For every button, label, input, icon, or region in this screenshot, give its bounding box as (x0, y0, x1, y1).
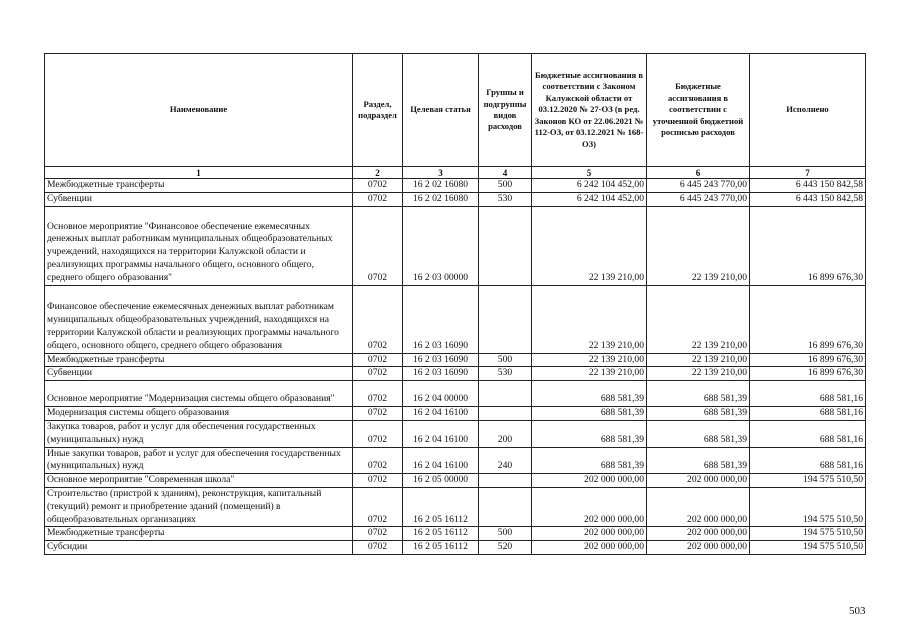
row-executed-amount: 194 575 510,50 (750, 541, 866, 555)
row-target: 16 2 03 16090 (403, 353, 479, 367)
row-target: 16 2 03 16090 (403, 285, 479, 353)
row-section: 0702 (353, 527, 403, 541)
row-executed-amount: 194 575 510,50 (750, 474, 866, 488)
row-executed-amount: 688 581,16 (750, 381, 866, 407)
row-executed-amount: 6 443 150 842,58 (750, 192, 866, 206)
table-row (45, 474, 866, 488)
row-target: 16 2 05 00000 (403, 474, 479, 488)
table-row (45, 206, 866, 285)
column-number: 7 (750, 167, 866, 179)
row-executed-amount: 16 899 676,30 (750, 367, 866, 381)
row-executed-amount: 688 581,16 (750, 407, 866, 421)
header-list-allocations: Бюджетные ассигнования в соответствии с уточненной бюджетной росписью расходов (647, 54, 750, 167)
row-law-amount: 22 139 210,00 (532, 353, 647, 367)
column-number-row (45, 167, 866, 179)
row-list-amount: 6 445 243 770,00 (647, 192, 750, 206)
row-executed-amount: 16 899 676,30 (750, 206, 866, 285)
row-list-amount: 22 139 210,00 (647, 206, 750, 285)
column-number: 2 (353, 167, 403, 179)
row-group: 500 (479, 527, 532, 541)
row-list-amount: 202 000 000,00 (647, 541, 750, 555)
header-section: Раздел, подраздел (353, 54, 403, 167)
row-name: Межбюджетные трансферты (45, 527, 353, 541)
row-target: 16 2 05 16112 (403, 527, 479, 541)
row-group: 530 (479, 192, 532, 206)
row-section: 0702 (353, 447, 403, 474)
row-group: 500 (479, 179, 532, 193)
row-list-amount: 22 139 210,00 (647, 353, 750, 367)
row-group: 520 (479, 541, 532, 555)
row-section: 0702 (353, 353, 403, 367)
row-target: 16 2 05 16112 (403, 541, 479, 555)
row-law-amount: 202 000 000,00 (532, 541, 647, 555)
row-name: Основное мероприятие "Финансовое обеспечение ежемесячных денежных выплат работникам муниципальных общеобразовательных учреждений, находящихся на территории Калужской области и реализующих программы начального общего, основного общего, среднего общего образования" (45, 206, 353, 285)
row-executed-amount: 194 575 510,50 (750, 487, 866, 526)
row-target: 16 2 04 16100 (403, 407, 479, 421)
table-row (45, 179, 866, 193)
row-target: 16 2 02 16080 (403, 179, 479, 193)
column-number: 6 (647, 167, 750, 179)
header-groups: Группы и подгруппы видов расходов (479, 54, 532, 167)
row-list-amount: 22 139 210,00 (647, 285, 750, 353)
row-target: 16 2 04 16100 (403, 447, 479, 474)
row-name: Модернизация системы общего образования (45, 407, 353, 421)
row-name: Иные закупки товаров, работ и услуг для обеспечения государственных (муниципальных) нужд (45, 447, 353, 474)
row-section: 0702 (353, 367, 403, 381)
row-list-amount: 202 000 000,00 (647, 487, 750, 526)
row-executed-amount: 16 899 676,30 (750, 353, 866, 367)
column-number: 3 (403, 167, 479, 179)
row-group (479, 381, 532, 407)
row-target: 16 2 02 16080 (403, 192, 479, 206)
row-target: 16 2 04 16100 (403, 420, 479, 447)
row-law-amount: 688 581,39 (532, 407, 647, 421)
row-group: 530 (479, 367, 532, 381)
row-name: Субвенции (45, 367, 353, 381)
header-target: Целевая статья (403, 54, 479, 167)
row-executed-amount: 688 581,16 (750, 420, 866, 447)
row-law-amount: 202 000 000,00 (532, 527, 647, 541)
row-name: Субсидии (45, 541, 353, 555)
row-section: 0702 (353, 407, 403, 421)
row-law-amount: 6 242 104 452,00 (532, 179, 647, 193)
row-section: 0702 (353, 474, 403, 488)
table-row (45, 285, 866, 353)
row-target: 16 2 03 16090 (403, 367, 479, 381)
row-law-amount: 22 139 210,00 (532, 206, 647, 285)
row-name: Субвенции (45, 192, 353, 206)
row-list-amount: 688 581,39 (647, 381, 750, 407)
row-law-amount: 202 000 000,00 (532, 487, 647, 526)
row-law-amount: 22 139 210,00 (532, 367, 647, 381)
row-group: 240 (479, 447, 532, 474)
row-list-amount: 688 581,39 (647, 447, 750, 474)
row-law-amount: 22 139 210,00 (532, 285, 647, 353)
row-list-amount: 22 139 210,00 (647, 367, 750, 381)
row-law-amount: 688 581,39 (532, 447, 647, 474)
row-group (479, 487, 532, 526)
table-header-row (45, 54, 866, 167)
row-law-amount: 688 581,39 (532, 420, 647, 447)
table-row (45, 527, 866, 541)
row-group (479, 206, 532, 285)
table-row (45, 541, 866, 555)
row-target: 16 2 05 16112 (403, 487, 479, 526)
row-name: Основное мероприятие "Современная школа" (45, 474, 353, 488)
row-name: Закупка товаров, работ и услуг для обеспечения государственных (муниципальных) нужд (45, 420, 353, 447)
header-executed: Исполнено (750, 54, 866, 167)
row-law-amount: 6 242 104 452,00 (532, 192, 647, 206)
row-executed-amount: 688 581,16 (750, 447, 866, 474)
row-name: Строительство (пристрой к зданиям), реконструкция, капитальный (текущий) ремонт и приобретение зданий (помещений) в общеобразовательных организациях (45, 487, 353, 526)
table-row (45, 192, 866, 206)
table-row (45, 407, 866, 421)
row-law-amount: 688 581,39 (532, 381, 647, 407)
row-target: 16 2 04 00000 (403, 381, 479, 407)
row-group: 200 (479, 420, 532, 447)
row-name: Основное мероприятие "Модернизация системы общего образования" (45, 381, 353, 407)
row-name: Межбюджетные трансферты (45, 353, 353, 367)
table-row (45, 353, 866, 367)
table-row (45, 367, 866, 381)
row-group (479, 474, 532, 488)
column-number: 1 (45, 167, 353, 179)
row-section: 0702 (353, 285, 403, 353)
row-group: 500 (479, 353, 532, 367)
row-list-amount: 6 445 243 770,00 (647, 179, 750, 193)
table-row (45, 487, 866, 526)
column-number: 5 (532, 167, 647, 179)
row-name: Межбюджетные трансферты (45, 179, 353, 193)
row-target: 16 2 03 00000 (403, 206, 479, 285)
table-row (45, 381, 866, 407)
row-list-amount: 688 581,39 (647, 407, 750, 421)
row-section: 0702 (353, 179, 403, 193)
row-executed-amount: 16 899 676,30 (750, 285, 866, 353)
table-row (45, 420, 866, 447)
table-row (45, 447, 866, 474)
header-law-allocations: Бюджетные ассигнования в соответствии с Законом Калужской области от 03.12.2020 № 27-ОЗ (в ред. Законов КО от 22.06.2021 № 112-ОЗ, от 03.12.2021 № 168-ОЗ) (532, 54, 647, 167)
row-law-amount: 202 000 000,00 (532, 474, 647, 488)
column-number: 4 (479, 167, 532, 179)
row-section: 0702 (353, 192, 403, 206)
page-number: 503 (849, 605, 866, 617)
row-group (479, 285, 532, 353)
header-name: Наименование (45, 54, 353, 167)
budget-table (44, 53, 866, 555)
row-list-amount: 688 581,39 (647, 420, 750, 447)
row-list-amount: 202 000 000,00 (647, 527, 750, 541)
row-section: 0702 (353, 487, 403, 526)
row-executed-amount: 194 575 510,50 (750, 527, 866, 541)
row-group (479, 407, 532, 421)
row-section: 0702 (353, 206, 403, 285)
row-section: 0702 (353, 541, 403, 555)
row-section: 0702 (353, 381, 403, 407)
row-list-amount: 202 000 000,00 (647, 474, 750, 488)
row-section: 0702 (353, 420, 403, 447)
row-executed-amount: 6 443 150 842,58 (750, 179, 866, 193)
row-name: Финансовое обеспечение ежемесячных денежных выплат работникам муниципальных общеобразовательных учреждений, находящихся на территории Калужской области и реализующих программы начального общего, основного общего, среднего общего образования (45, 285, 353, 353)
